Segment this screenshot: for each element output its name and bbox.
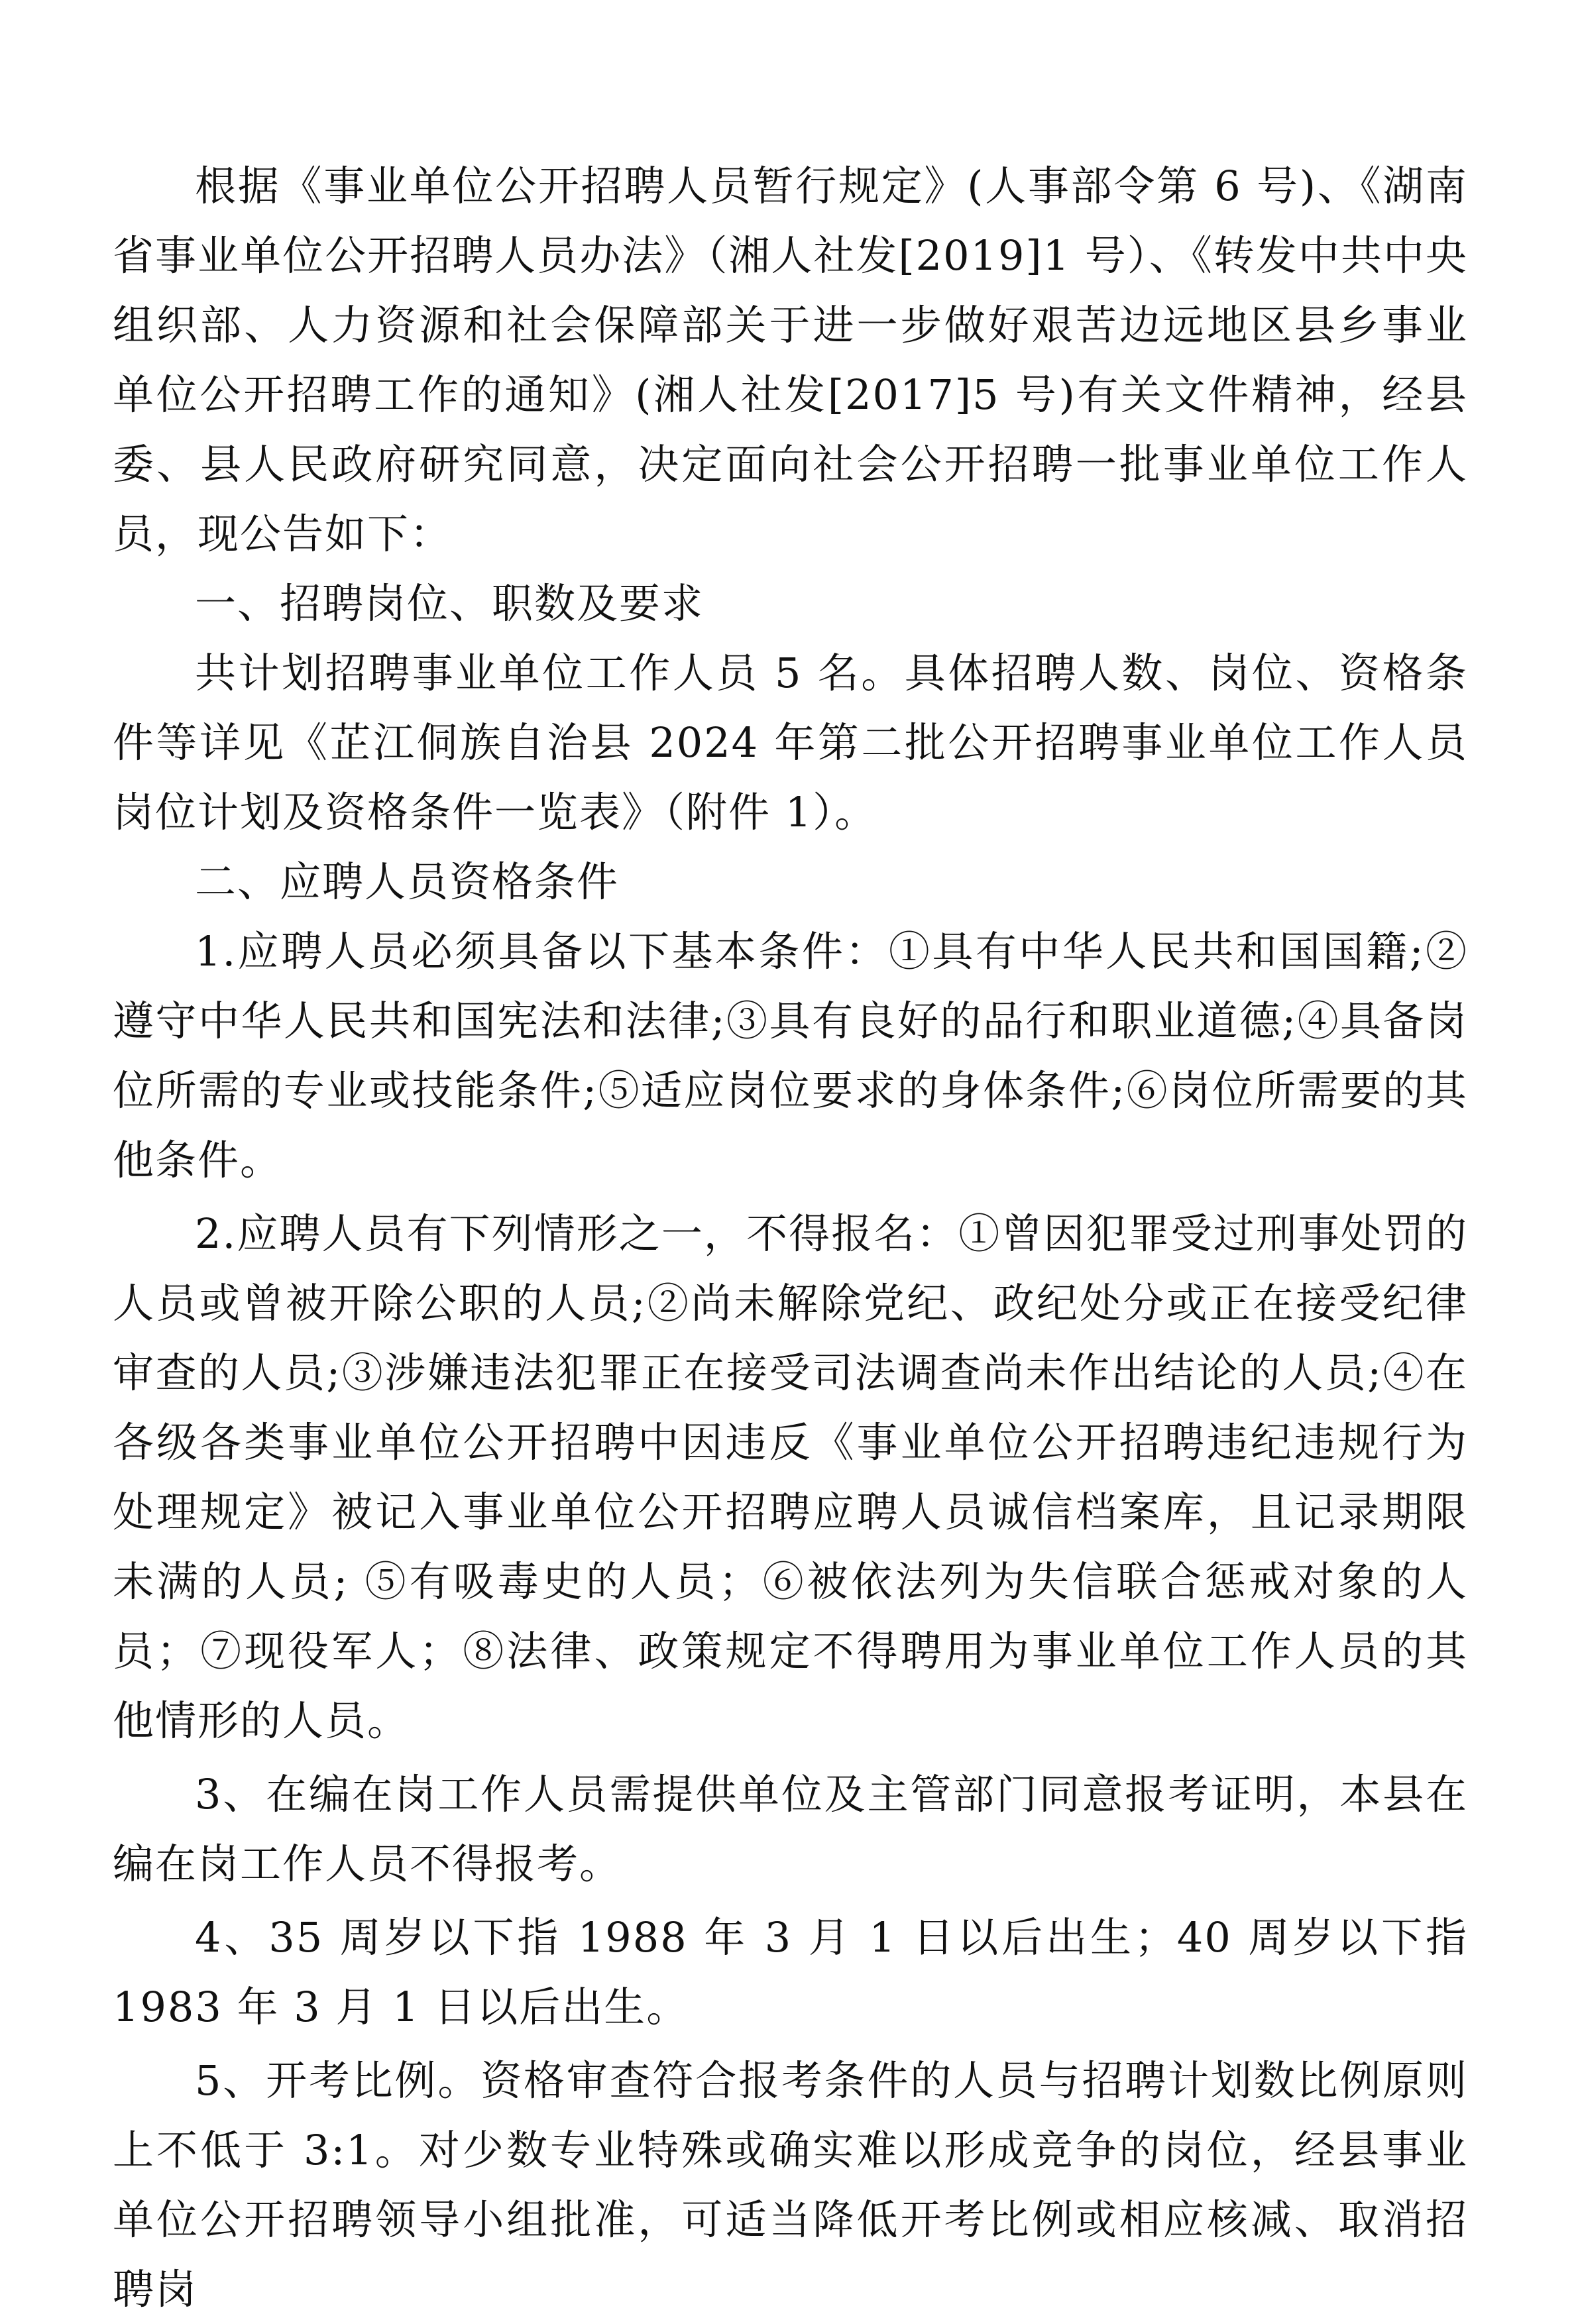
- item-1-paragraph: 1.应聘人员必须具备以下基本条件：①具有中华人民共和国国籍;②遵守中华人民共和国宪法和法律;③具有良好的品行和职业道德;④具备岗位所需的专业或技能条件;⑤适应岗位要求的身体条件;⑥岗位所需要的其他条件。: [113, 927, 1468, 1184]
- item-3-paragraph: 3、在编在岗工作人员需提供单位及主管部门同意报考证明，本县在编在岗工作人员不得报考。: [113, 1770, 1468, 1888]
- section-1-paragraph: 共计划招聘事业单位工作人员 5 名。具体招聘人数、岗位、资格条件等详见《芷江侗族自治县 2024 年第二批公开招聘事业单位工作人员岗位计划及资格条件一览表》（附件 1）。: [113, 649, 1468, 836]
- item-5-paragraph: 5、开考比例。资格审查符合报考条件的人员与招聘计划数比例原则上不低于 3:1。对少数专业特殊或确实难以形成竞争的岗位，经县事业单位公开招聘领导小组批准，可适当降低开考比例或相应核减、取消招聘岗: [113, 2056, 1468, 2313]
- item-2-paragraph: 2.应聘人员有下列情形之一，不得报名：①曾因犯罪受过刑事处罚的人员或曾被开除公职的人员;②尚未解除党纪、政纪处分或正在接受纪律审查的人员;③涉嫌违法犯罪正在接受司法调查尚未作出结论的人员;④在各级各类事业单位公开招聘中因违反《事业单位公开招聘违纪违规行为处理规定》被记入事业单位公开招聘应聘人员诚信档案库，且记录期限未满的人员; ⑤有吸毒史的人员；⑥被依法列为失信联合惩戒对象的人员；⑦现役军人；⑧法律、政策规定不得聘用为事业单位工作人员的其他情形的人员。: [113, 1209, 1468, 1745]
- section-2-heading: 二、应聘人员资格条件: [195, 858, 620, 906]
- intro-paragraph: 根据《事业单位公开招聘人员暂行规定》(人事部令第 6 号)、《湖南省事业单位公开招聘人员办法》（湘人社发[2019]1 号）、《转发中共中央组织部、人力资源和社会保障部关于进一步做好艰苦边远地区县乡事业单位公开招聘工作的通知》(湘人社发[2017]5 号)有关文件精神，经县委、县人民政府研究同意，决定面向社会公开招聘一批事业单位工作人员，现公告如下：: [113, 162, 1468, 558]
- item-4-paragraph: 4、35 周岁以下指 1988 年 3 月 1 日以后出生；40 周岁以下指 1983 年 3 月 1 日以后出生。: [113, 1913, 1468, 2031]
- section-1-heading: 一、招聘岗位、职数及要求: [195, 579, 704, 628]
